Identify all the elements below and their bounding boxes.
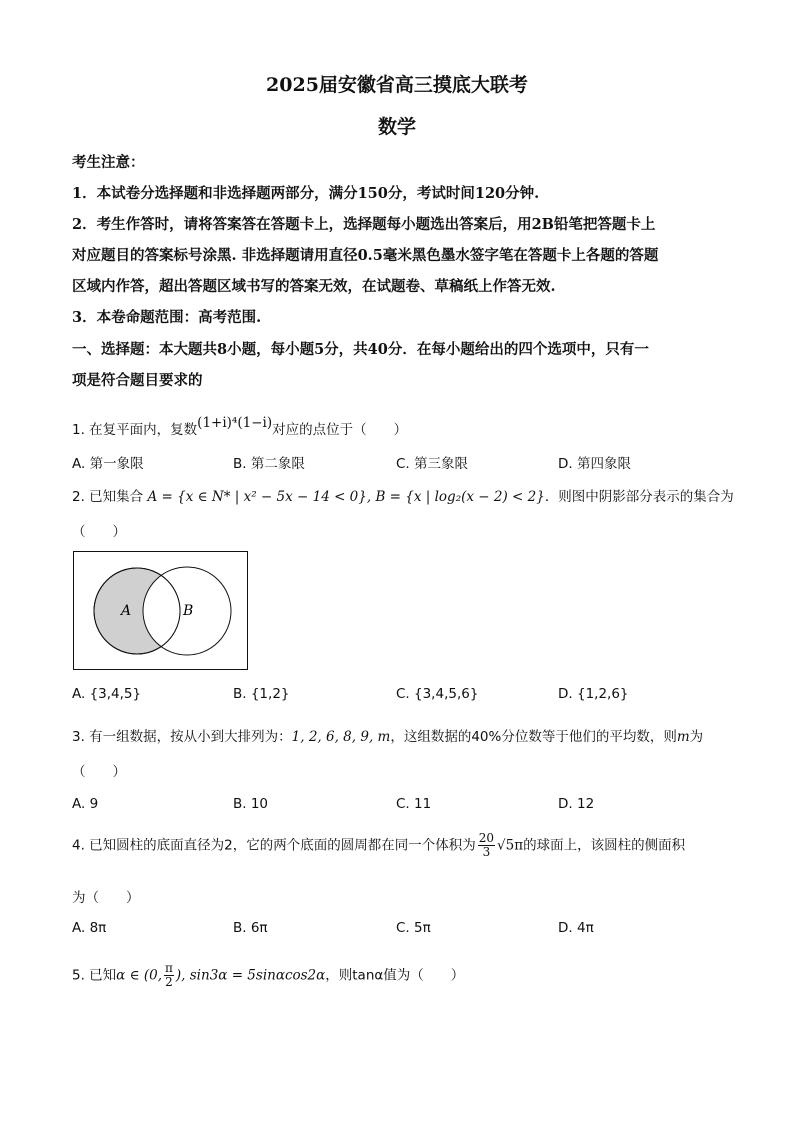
q3-data: 1, 2, 6, 8, 9, m xyxy=(291,729,391,745)
q2-set-a: A = {x ∈ N* | x² − 5x − 14 < 0}, xyxy=(147,489,372,505)
q5-cond1: α ∈ (0, xyxy=(116,967,163,984)
q2-paren: （ ） xyxy=(72,524,126,540)
section-heading-line2: 项是符合题目要求的 xyxy=(72,372,203,389)
q1-option-b[interactable]: B. 第二象限 xyxy=(233,456,305,472)
q4-line2: 为（ ） xyxy=(72,890,140,906)
q3-option-b[interactable]: B. 10 xyxy=(233,796,269,812)
notice-item-2b: 对应题目的答案标号涂黑. 非选择题请用直径0.5毫米黑色墨水签字笔在答题卡上各题的答题 xyxy=(72,247,659,264)
q1-option-d[interactable]: D. 第四象限 xyxy=(558,456,631,472)
question-1 xyxy=(72,415,408,440)
q4-tail-expr: √5π xyxy=(497,837,524,854)
notice-heading: 考生注意： xyxy=(72,154,145,171)
q2-prefix: 2. 已知集合 xyxy=(72,489,144,505)
question-5 xyxy=(72,962,464,989)
q3-option-a[interactable]: A. 9 xyxy=(72,796,99,812)
q5-fraction: $\frac{\pi}{2}$ xyxy=(165,961,173,989)
q2-suffix: ．则图中阴影部分表示的集合为 xyxy=(544,489,734,505)
venn-label-b: B xyxy=(183,603,194,619)
q3-option-d[interactable]: D. 12 xyxy=(558,796,595,812)
exam-subject: 数学 xyxy=(377,116,416,138)
q1-option-c[interactable]: C. 第三象限 xyxy=(396,456,469,472)
q2-set-b: B = {x | log₂(x − 2) < 2} xyxy=(375,489,545,505)
question-2 xyxy=(72,487,734,507)
exam-title: 2025届安徽省高三摸底大联考 xyxy=(266,74,528,96)
q3-paren: （ ） xyxy=(72,764,126,780)
q1-suffix: 对应的点位于（ ） xyxy=(272,422,408,438)
q2-option-a[interactable]: A. {3,4,5} xyxy=(72,686,142,702)
q2-option-b[interactable]: B. {1,2} xyxy=(233,686,290,702)
q5-cond2: ), sin3α = 5sinαcos2α xyxy=(175,967,326,984)
q4-prefix: 4. 已知圆柱的底面直径为2，它的两个底面的圆周都在同一个体积为 xyxy=(72,837,476,854)
venn-label-a: A xyxy=(121,603,132,619)
q3-middle: ，这组数据的40%分位数等于他们的平均数，则 xyxy=(390,729,677,745)
q1-prefix: 1. 在复平面内，复数 xyxy=(72,422,198,438)
q3-prefix: 3. 有一组数据，按从小到大排列为： xyxy=(72,729,292,745)
q4-option-c[interactable]: C. 5π xyxy=(396,920,431,936)
notice-item-2a: 2．考生作答时，请将答案答在答题卡上，选择题每小题选出答案后，用2B铅笔把答题卡上 xyxy=(72,216,656,233)
section-heading-line1: 一、选择题：本大题共8小题，每小题5分，共40分．在每小题给出的四个选项中，只有一 xyxy=(72,341,649,358)
q3-suffix: 为 xyxy=(689,729,704,745)
q4-option-d[interactable]: D. 4π xyxy=(558,920,594,936)
q1-expression: (1+i)⁴(1−i) xyxy=(197,415,273,431)
q3-option-c[interactable]: C. 11 xyxy=(396,796,432,812)
q3-var: m xyxy=(676,729,690,745)
q2-option-c[interactable]: C. {3,4,5,6} xyxy=(396,686,479,702)
question-4 xyxy=(72,832,685,859)
q1-option-a[interactable]: A. 第一象限 xyxy=(72,456,144,472)
q4-fraction: $\frac{20}{3}$ xyxy=(478,831,495,859)
notice-item-2c: 区域内作答，超出答题区域书写的答案无效，在试题卷、草稿纸上作答无效. xyxy=(72,278,556,295)
q2-option-d[interactable]: D. {1,2,6} xyxy=(558,686,629,702)
q4-option-a[interactable]: A. 8π xyxy=(72,920,107,936)
venn-diagram xyxy=(73,551,249,671)
q5-suffix: ，则tanα值为（ ） xyxy=(325,967,465,984)
question-3 xyxy=(72,727,703,747)
notice-item-1: 1．本试卷分选择题和非选择题两部分，满分150分，考试时间120分钟. xyxy=(72,185,540,202)
notice-item-3: 3．本卷命题范围：高考范围. xyxy=(72,309,262,326)
q5-prefix: 5. 已知 xyxy=(72,967,117,984)
q4-option-b[interactable]: B. 6π xyxy=(233,920,268,936)
q4-suffix: 的球面上，该圆柱的侧面积 xyxy=(523,837,686,854)
